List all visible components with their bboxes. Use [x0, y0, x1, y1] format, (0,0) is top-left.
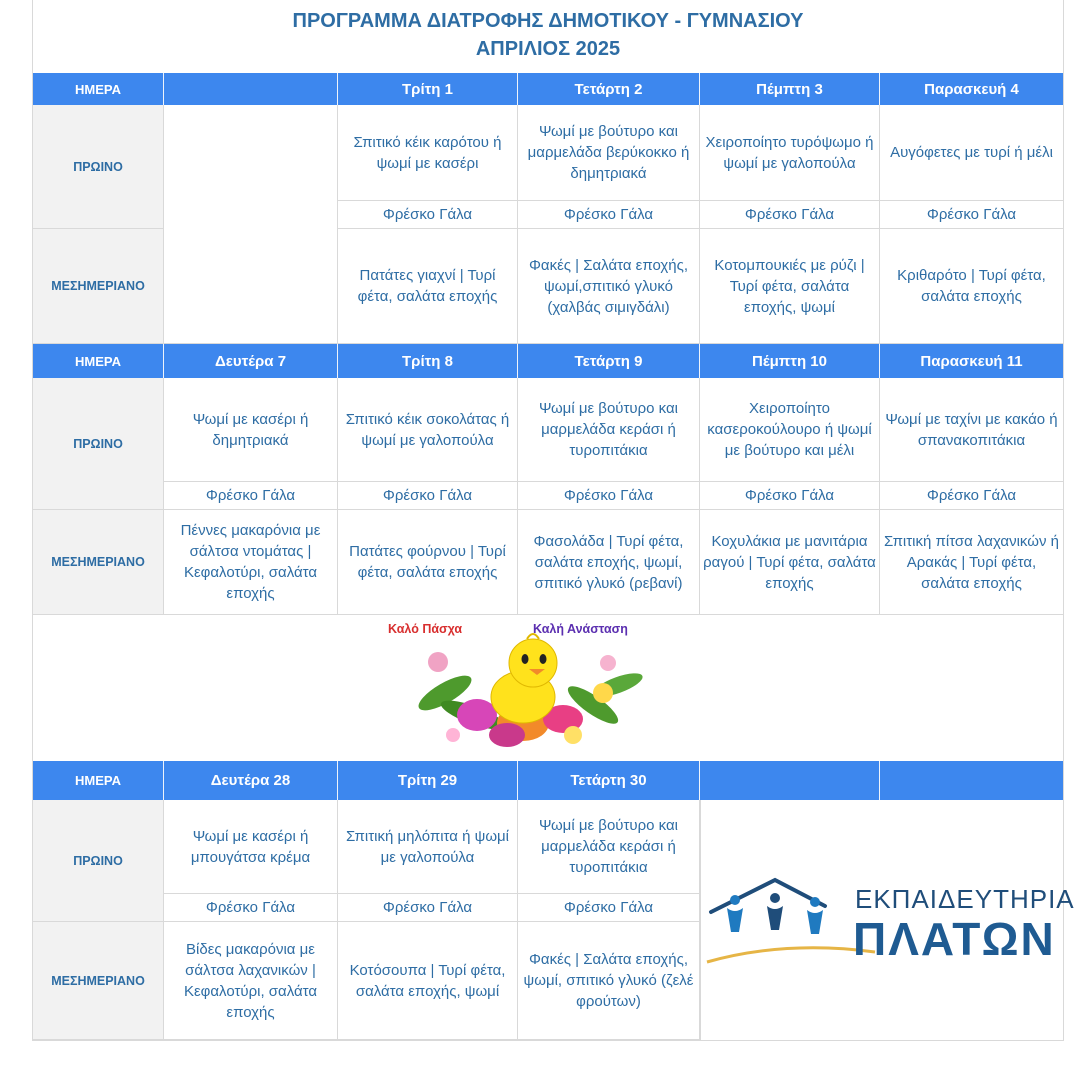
week3-header: [33, 761, 1063, 800]
week1-lunch-row: [33, 229, 1063, 344]
week1-breakfast-2: Ψωμί με βούτυρο και μαρμελάδα βερύκοκκο ή δημητριακά: [518, 105, 700, 201]
page-title: ΠΡΟΓΡΑΜΜΑ ΔΙΑΤΡΟΦΗΣ ΔΗΜΟΤΙΚΟΥ - ΓΥΜΝΑΣΙΟΥ: [292, 10, 804, 32]
week3-day-4: [880, 761, 1063, 800]
week1-breakfast-row: [33, 105, 1063, 201]
lunch-label: ΜΕΣΗΜΕΡΙΑΝΟ: [33, 229, 164, 344]
week3-breakfast-0: Ψωμί με κασέρι ή μπουγάτσα κρέμα: [164, 800, 338, 894]
logo-text-line2: ΠΛΑΤΩΝ: [853, 913, 1056, 965]
week2-breakfast-row: [33, 378, 1063, 482]
chick-icon: [491, 634, 557, 723]
week3-milk-row: [164, 894, 700, 922]
week1-header: [33, 73, 1063, 105]
week2-day-2: Τετάρτη 9: [518, 344, 700, 378]
week3-milk-1: Φρέσκο Γάλα: [338, 894, 518, 922]
week1-day-3: Πέμπτη 3: [700, 73, 880, 105]
week1-empty-cell: [164, 105, 338, 201]
week1-milk-2: Φρέσκο Γάλα: [518, 201, 700, 229]
week2-lunch-row: [33, 510, 1063, 615]
week1-breakfast-3: Χειροποίητο τυρόψωμο ή ψωμί με γαλοπούλα: [700, 105, 880, 201]
week2-lunch-1: Πατάτες φούρνου | Τυρί φέτα, σαλάτα εποχής: [338, 510, 518, 615]
menu-sheet: [32, 0, 1075, 1041]
week3-day-3: [700, 761, 880, 800]
easter-illustration: [33, 615, 1063, 761]
week2-milk-4: Φρέσκο Γάλα: [880, 482, 1063, 510]
week1-lunch-1: Πατάτες γιαχνί | Τυρί φέτα, σαλάτα εποχής: [338, 229, 518, 344]
week2-day-1: Τρίτη 8: [338, 344, 518, 378]
day-label: ΗΜΕΡΑ: [33, 73, 164, 105]
week3-day-0: Δευτέρα 28: [164, 761, 338, 800]
week2-breakfast-0: Ψωμί με κασέρι ή δημητριακά: [164, 378, 338, 482]
week1-milk-4: Φρέσκο Γάλα: [880, 201, 1063, 229]
week1-milk-1: Φρέσκο Γάλα: [338, 201, 518, 229]
lunch-label: ΜΕΣΗΜΕΡΙΑΝΟ: [33, 510, 164, 615]
easter-text-right: Καλή Ανάσταση: [533, 622, 628, 636]
day-label: ΗΜΕΡΑ: [33, 761, 164, 800]
week1-lunch-4: Κριθαρότο | Τυρί φέτα, σαλάτα εποχής: [880, 229, 1063, 344]
day-label: ΗΜΕΡΑ: [33, 344, 164, 378]
week3-day-2: Τετάρτη 30: [518, 761, 700, 800]
week2-breakfast-2: Ψωμί με βούτυρο και μαρμελάδα κεράσι ή τυροπιτάκια: [518, 378, 700, 482]
week1-lunch-2: Φακές | Σαλάτα εποχής, ψωμί,σπιτικό γλυκό (χαλβάς σιμιγδάλι): [518, 229, 700, 344]
week3-lunch-2: Φακές | Σαλάτα εποχής, ψωμί, σπιτικό γλυκό (ζελέ φρούτων): [518, 922, 700, 1040]
week1-day-4: Παρασκευή 4: [924, 80, 1019, 98]
week3-breakfast-1: Σπιτική μηλόπιτα ή ψωμί με γαλοπούλα: [338, 800, 518, 894]
week2-day-4: Παρασκευή 11: [920, 352, 1023, 370]
week1-milk-3: Φρέσκο Γάλα: [700, 201, 880, 229]
week1-day-0: [164, 73, 338, 105]
week1-milk-row: [164, 201, 1063, 229]
breakfast-label: ΠΡΩΙΝΟ: [33, 105, 164, 229]
breakfast-label: ΠΡΩΙΝΟ: [33, 800, 164, 922]
week2-lunch-4: Σπιτική πίτσα λαχανικών ή Αρακάς | Τυρί φέτα, σαλάτα εποχής: [880, 510, 1063, 615]
week2-lunch-0: Πέννες μακαρόνια με σάλτσα ντομάτας | Κεφαλοτύρι, σαλάτα εποχής: [164, 510, 338, 615]
breakfast-label: ΠΡΩΙΝΟ: [33, 378, 164, 510]
week2-lunch-2: Φασολάδα | Τυρί φέτα, σαλάτα εποχής, ψωμί, σπιτικό γλυκό (ρεβανί): [518, 510, 700, 615]
week3-lunch-1: Κοτόσουπα | Τυρί φέτα, σαλάτα εποχής, ψωμί: [338, 922, 518, 1040]
week1-empty-milk: [164, 201, 338, 229]
week2-header: [33, 344, 1063, 378]
lunch-label: ΜΕΣΗΜΕΡΙΑΝΟ: [33, 922, 164, 1040]
week3-milk-2: Φρέσκο Γάλα: [518, 894, 700, 922]
week1-day-1: Τρίτη 1: [338, 73, 518, 105]
week1-empty-lunch: [164, 229, 338, 344]
week2-breakfast-4: Ψωμί με ταχίνι με κακάο ή σπανακοπιτάκια: [880, 378, 1063, 482]
week1-breakfast-4: Αυγόφετες με τυρί ή μέλι: [880, 105, 1063, 201]
week2-milk-3: Φρέσκο Γάλα: [700, 482, 880, 510]
week2-lunch-3: Κοχυλάκια με μανιτάρια ραγού | Τυρί φέτα, σαλάτα εποχής: [700, 510, 880, 615]
week3-lunch-0: Βίδες μακαρόνια με σάλτσα λαχανικών | Κεφαλοτύρι, σαλάτα εποχής: [164, 922, 338, 1040]
week3-lunch-row: [33, 922, 700, 1040]
week3-milk-0: Φρέσκο Γάλα: [164, 894, 338, 922]
week1-day-2: Τετάρτη 2: [518, 73, 700, 105]
week2-day-3: Πέμπτη 10: [700, 344, 880, 378]
week3-breakfast-2: Ψωμί με βούτυρο και μαρμελάδα κεράσι ή τυροπιτάκια: [518, 800, 700, 894]
week2-breakfast-1: Σπιτικό κέικ σοκολάτας ή ψωμί με γαλοπούλα: [338, 378, 518, 482]
easter-text-left: Καλό Πάσχα: [388, 622, 463, 636]
page-subtitle: ΑΠΡΙΛΙΟΣ 2025: [475, 38, 621, 60]
week2-milk-2: Φρέσκο Γάλα: [518, 482, 700, 510]
week2-milk-1: Φρέσκο Γάλα: [338, 482, 518, 510]
week2-day-0: Δευτέρα 7: [164, 344, 338, 378]
week2-milk-0: Φρέσκο Γάλα: [164, 482, 338, 510]
week2-breakfast-3: Χειροποίητο κασεροκούλουρο ή ψωμί με βούτυρο και μέλι: [700, 378, 880, 482]
week1-breakfast-1: Σπιτικό κέικ καρότου ή ψωμί με κασέρι: [338, 105, 518, 201]
logo-divider: [700, 800, 701, 1040]
week3-day-1: Τρίτη 29: [338, 761, 518, 800]
logo-text-line1: ΕΚΠΑΙΔΕΥΤΗΡΙΑ: [855, 884, 1075, 914]
week1-lunch-3: Κοτομπουκιές με ρύζι | Τυρί φέτα, σαλάτα εποχής, ψωμί: [700, 229, 880, 344]
week2-milk-row: [164, 482, 1063, 510]
